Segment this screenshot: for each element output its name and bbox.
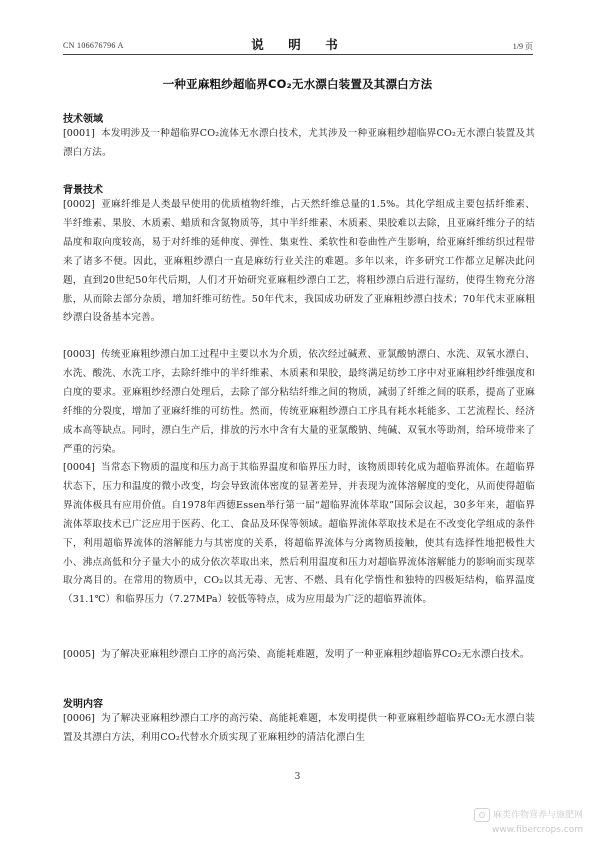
paragraph-0006	[63, 710, 535, 748]
paragraph-text: 为了解决亚麻粗纱漂白工序的高污染、高能耗难题，本发明提供一种亚麻粗纱超临界CO₂无水漂白装置及其漂白方法，利用CO₂代替水介质实现了亚麻粗纱的清洁化漂白生	[63, 713, 535, 743]
header-divider	[63, 54, 533, 55]
watermark-site-name: 麻类作物营养与施肥网	[492, 810, 583, 821]
site-watermark	[474, 808, 583, 837]
page-title: 一种亚麻粗纱超临界CO₂无水漂白装置及其漂白方法	[162, 77, 433, 91]
paragraph-0005	[63, 646, 535, 665]
doc-number: CN 106676796 A	[63, 41, 124, 50]
paragraph-0002	[63, 196, 535, 328]
paragraph-id: [0002]	[63, 199, 95, 210]
paragraph-id: [0003]	[63, 349, 95, 360]
section-heading-summary: 发明内容	[63, 699, 103, 710]
page-count: 1/9 页	[512, 42, 533, 51]
paragraph-text: 亚麻纤维是人类最早使用的优质植物纤维，占天然纤维总量的1.5%。其化学组成主要包括纤维素、半纤维素、果胶、木质素、蜡质和含氮物质等，其中半纤维素、木质素、果胶难以去除，且亚麻纤维分子的结晶度和取向度较高，易于对纤维的延伸度、弹性、集束性、柔软性和卷曲性产生影响，给亚麻纤维纺织过程带来了诸多不便。因此，亚麻粗纱漂白一直是麻纺行业关注的难题。多年以来，许多研究工作都立足解决此问题，直到20世纪50年代后期，人们才开始研究亚麻粗纱漂白工艺，将粗纱漂白后进行湿纺，使得生物充分溶胀，从而除去部分杂质，增加纤维可纺性。50年代末，我国成功研发了亚麻粗纱漂白技术；70年代末亚麻粗纱漂白设备基本完善。	[63, 199, 535, 324]
page-number: 3	[294, 772, 301, 782]
paragraph-text: 传统亚麻粗纱漂白加工过程中主要以水为介质，依次经过碱煮、亚氯酸钠漂白、水洗、双氧水漂白、水洗、酸洗、水洗工序，去除纤维中的半纤维素、木质素和果胶，最终满足纺纱工序中对亚麻粗纱纤维强度和白度的要求。亚麻粗纱经漂白处理后，去除了部分粘结纤维之间的物质，减弱了纤维之间的联系，提高了亚麻纤维的分裂度，增加了亚麻纤维的可纺性。然而，传统亚麻粗纱漂白工序具有耗水耗能多、工艺流程长、经济成本高等缺点。同时，漂白生产后，排放的污水中含有大量的亚氯酸钠、纯碱、双氧水等助剂，给环境带来了严重的污染。	[63, 349, 535, 455]
section-heading-background: 背景技术	[63, 185, 103, 196]
paragraph-text: 本发明涉及一种超临界CO₂流体无水漂白技术，尤其涉及一种亚麻粗纱超临界CO₂无水漂白装置及其漂白方法。	[63, 128, 535, 158]
paragraph-0004	[63, 459, 535, 610]
paragraph-id: [0004]	[63, 462, 95, 473]
watermark-logo-icon	[474, 808, 490, 822]
paragraph-text: 为了解决亚麻粗纱漂白工序的高污染、高能耗难题，发明了一种亚麻粗纱超临界CO₂无水漂白技术。	[100, 649, 530, 660]
watermark-url: www.fibercrops.com	[492, 824, 583, 835]
paragraph-0001	[63, 125, 535, 163]
section-heading-tech-field: 技术领域	[63, 114, 103, 125]
doc-type: 说 明 书	[251, 37, 344, 52]
paragraph-text: 当常态下物质的温度和压力高于其临界温度和临界压力时，该物质即转化成为超临界流体。在超临界状态下，压力和温度的微小改变，均会导致流体密度的显著差异，并表现为流体溶解度的变化，从而使得超临界流体极具有应用价值。自1978年西德Essen举行第一届“超临界流体萃取”国际会议起，30多年来，超临界流体萃取技术已广泛应用于医药、化工、食品及环保等领域。超临界流体萃取技术是在不改变化学组成的条件下，利用超临界流体的溶解能力与其密度的关系，将超临界流体与分离物质接触，使其有选择性地把极性大小、沸点高低和分子量大小的成分依次萃取出来，然后利用温度和压力对超临界流体溶解能力的影响而实现萃取分离目的。在常用的物质中，CO₂以其无毒、无害、不燃、具有化学惰性和独特的四极矩结构，临界温度（31.1℃）和临界压力（7.27MPa）较低等特点，成为应用最为广泛的超临界流体。	[63, 462, 535, 606]
paragraph-0003	[63, 346, 535, 459]
paragraph-id: [0001]	[63, 128, 95, 139]
paragraph-id: [0005]	[63, 649, 95, 660]
paragraph-id: [0006]	[63, 713, 95, 724]
